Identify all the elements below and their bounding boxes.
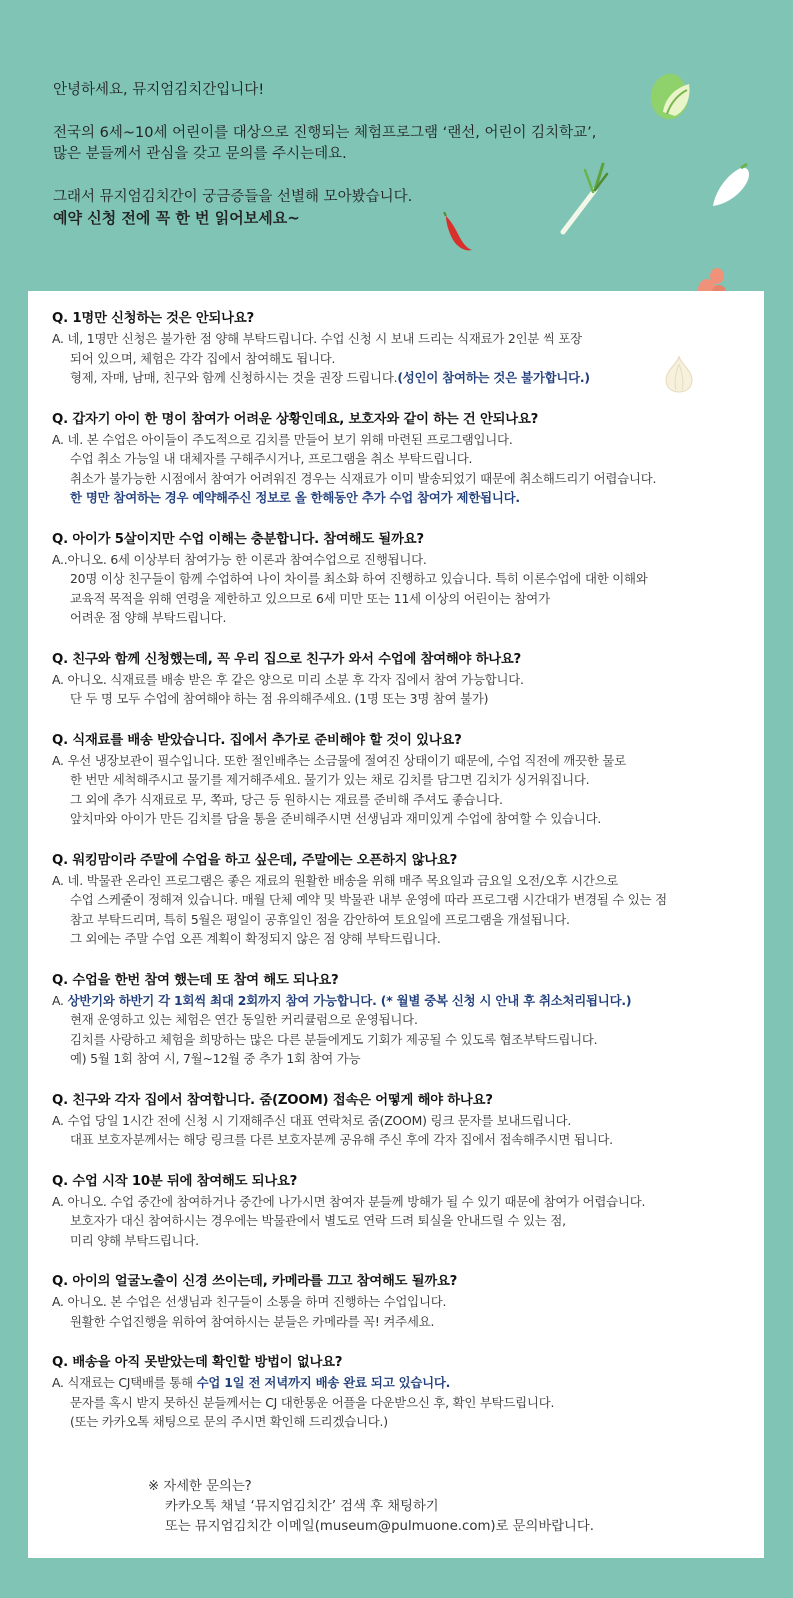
cabbage-icon (645, 68, 695, 122)
answer-line: 한 번만 세척해주시고 물기를 제거해주세요. 물기가 있는 채로 김치를 담그면 김치가 싱거워집니다. (70, 772, 590, 787)
answer-text: 형제, 자매, 남매, 친구와 함께 신청하시는 것을 권장 드립니다. (70, 370, 398, 385)
question: Q. 워킹맘이라 주말에 수업을 하고 싶은데, 주말에는 오픈하지 않나요? (52, 852, 458, 868)
answer-line: A. 아니오. 본 수업은 선생님과 친구들이 소통을 하며 진행하는 수업입니다. (52, 1294, 447, 1309)
answer-line: 어려운 점 양해 부탁드립니다. (70, 610, 227, 625)
answer-line: 원활한 수업진행을 위하여 참여하시는 분들은 카메라를 꼭! 켜주세요. (70, 1313, 435, 1329)
answer-line: 수업 취소 가능일 내 대체자를 구해주시거나, 프로그램을 취소 부탁드립니다. (70, 451, 473, 466)
answer-text: A. (52, 992, 68, 1008)
answer-line: 취소가 불가능한 시점에서 참여가 어려워진 경우는 식재료가 이미 발송되었기 때문에 취소해드리기 어렵습니다. (70, 470, 657, 486)
answer (52, 751, 752, 829)
contact-email[interactable]: 또는 뮤지엄김치간 이메일(museum@pulmuone.com)로 문의바랍니다. (165, 1519, 594, 1534)
question: Q. 갑자기 아이 한 명이 참여가 어려운 상황인데요, 보호자와 같이 하는 건 안되나요? (52, 411, 539, 427)
answer-line: 문자를 혹시 받지 못하신 분들께서는 CJ 대한통운 어플을 다운받으신 후, 확인 부탁드립니다. (70, 1394, 555, 1410)
answer-line: A. 네. 박물관 온라인 프로그램은 좋은 재료의 원활한 배송을 위해 매주 목요일과 금요일 오전/오후 시간으로 (52, 872, 619, 888)
faq-item-3 (52, 530, 752, 628)
intro-line-4: 예약 신청 전에 꼭 한 번 읽어보세요~ (53, 209, 300, 227)
answer (52, 1292, 752, 1331)
faq-item-10 (52, 1272, 752, 1331)
answer-line: A. 수업 당일 1시간 전에 신청 시 기재해주신 대표 연락처로 줌(ZOOM) 링크 문자를 보내드립니다. (52, 1112, 572, 1128)
answer (52, 670, 752, 709)
answer (52, 329, 752, 388)
answer-highlight: 상반기와 하반기 각 1회씩 최대 2회까지 참여 가능합니다. (* 월별 중복 신청 시 안내 후 취소처리됩니다.) (67, 992, 632, 1008)
faq-card (28, 291, 764, 1558)
answer (52, 1373, 752, 1432)
faq-item-5 (52, 731, 752, 829)
faq-item-4 (52, 650, 752, 709)
answer-highlight: 수업 1일 전 저녁까지 배송 완료 되고 있습니다. (196, 1375, 451, 1390)
answer-text: A. 식재료는 CJ택배를 통해 (52, 1375, 197, 1390)
answer-line (52, 1373, 752, 1393)
intro-line-2: 많은 분들께서 관심을 갖고 문의를 주시는데요. (53, 146, 347, 162)
answer-highlight: (성인이 참여하는 것은 불가합니다.) (397, 370, 590, 385)
answer-line: 미리 양해 부탁드립니다. (70, 1232, 199, 1248)
answer (52, 991, 752, 1069)
answer-line: 예) 5월 1회 참여 시, 7월~12월 중 추가 1회 참여 가능 (70, 1051, 361, 1066)
answer (52, 1192, 752, 1251)
faq-item-8 (52, 1091, 752, 1150)
question: Q. 아이의 얼굴노출이 신경 쓰이는데, 카메라를 끄고 참여해도 될까요? (52, 1274, 458, 1289)
question: Q. 식재료를 배송 받았습니다. 집에서 추가로 준비해야 할 것이 있나요? (52, 732, 462, 748)
faq-item-7 (52, 971, 752, 1069)
question: Q. 친구와 함께 신청했는데, 꼭 우리 집으로 친구가 와서 수업에 참여해야 하나요? (52, 651, 522, 667)
faq-item-6 (52, 851, 752, 949)
answer-line: A. 아니오. 식재료를 배송 받은 후 같은 양으로 미리 소분 후 각자 집에서 참여 가능합니다. (52, 671, 524, 687)
intro-paragraph-1 (53, 123, 693, 165)
answer (52, 550, 752, 628)
faq-item-9 (52, 1172, 752, 1251)
answer-line: 그 외에는 주말 수업 오픈 계획이 확정되지 않은 점 양해 부탁드립니다. (70, 931, 441, 946)
question: Q. 배송을 아직 못받았는데 확인할 방법이 없나요? (52, 1355, 343, 1370)
answer-line (52, 991, 752, 1011)
green-onion-icon (555, 160, 610, 240)
answer-line: 보호자가 대신 참여하시는 경우에는 박물관에서 별도로 연락 드려 퇴실을 안내드릴 수 있는 점, (70, 1213, 566, 1228)
answer (52, 1111, 752, 1150)
answer-line: 현재 운영하고 있는 체험은 연간 동일한 커리큘럼으로 운영됩니다. (70, 1012, 418, 1027)
answer-line: 20명 이상 친구들이 함께 수업하여 나이 차이를 최소화 하여 진행하고 있습니다. 특히 이론수업에 대한 이해와 (70, 571, 648, 586)
faq-item-1 (52, 309, 752, 388)
answer-line: 교육적 목적을 위해 연령을 제한하고 있으므로 6세 미만 또는 11세 이상의 어린이는 참여가 (70, 590, 550, 606)
answer-line: 그 외에 추가 식재료로 무, 쪽파, 당근 등 원하시는 재료를 준비해 주셔도 좋습니다. (70, 791, 503, 807)
question: Q. 친구와 각자 집에서 참여합니다. 줌(ZOOM) 접속은 어떻게 해야 하나요? (52, 1092, 493, 1108)
answer-line: A. 우선 냉장보관이 필수입니다. 또한 절인배추는 소금물에 절여진 상태이기 때문에, 수업 직전에 깨끗한 물로 (52, 752, 626, 768)
faq-item-2 (52, 410, 752, 508)
answer-line: A..아니오. 6세 이상부터 참여가능 한 이론과 참여수업으로 진행됩니다. (52, 551, 427, 567)
answer-line: 단 두 명 모두 수업에 참여해야 하는 점 유의해주세요. (1명 또는 3명 참여 불가) (70, 691, 489, 706)
answer-line: 앞치마와 아이가 만든 김치를 담을 통을 준비해주시면 선생님과 재미있게 수업에 참여할 수 있습니다. (70, 811, 602, 826)
answer-line (52, 368, 752, 388)
intro-line-1: 전국의 6세~10세 어린이를 대상으로 진행되는 체험프로그램 ‘랜선, 어린이 김치학교’, (53, 125, 597, 141)
answer-line: 대표 보호자분께서는 해당 링크를 다른 보호자분께 공유해 주신 후에 각자 집에서 접속해주시면 됩니다. (70, 1132, 613, 1147)
answer-highlight: 한 명만 참여하는 경우 예약해주신 정보로 올 한해동안 추가 수업 참여가 제한됩니다. (70, 490, 520, 505)
question: Q. 수업 시작 10분 뒤에 참여해도 되나요? (52, 1173, 298, 1189)
answer-line: (또는 카카오톡 채팅으로 문의 주시면 확인해 드리겠습니다.) (70, 1414, 388, 1429)
question: Q. 수업을 한번 참여 했는데 또 참여 해도 되나요? (52, 972, 339, 988)
answer-line: A. 아니오. 수업 중간에 참여하거나 중간에 나가시면 참여자 분들께 방해가 될 수 있기 때문에 참여가 어렵습니다. (52, 1193, 646, 1209)
answer-line: 참고 부탁드리며, 특히 5월은 평일이 공휴일인 점을 감안하여 토요일에 프로그램을 개설됩니다. (70, 911, 570, 927)
contact-kakao: 카카오톡 채널 ‘뮤지엄김치간’ 검색 후 채팅하기 (165, 1499, 439, 1514)
question: Q. 아이가 5살이지만 수업 이해는 충분합니다. 참여해도 될까요? (52, 531, 424, 547)
answer-line: 수업 스케줄이 정해져 있습니다. 매월 단체 예약 및 박물관 내부 운영에 따라 프로그램 시간대가 변경될 수 있는 점 (70, 892, 667, 907)
answer (52, 430, 752, 508)
answer-line: 김치를 사랑하고 체험을 희망하는 많은 다른 분들에게도 기회가 제공될 수 있도록 협조부탁드립니다. (70, 1031, 598, 1047)
radish-icon (707, 162, 752, 210)
intro-line-3: 그래서 뮤지엄김치간이 궁금증들을 선별해 모아봤습니다. (53, 189, 413, 205)
intro-greeting: 안녕하세요, 뮤지엄김치간입니다! (53, 82, 265, 98)
faq-item-11 (52, 1353, 752, 1432)
answer-line: A. 네, 1명만 신청은 불가한 점 양해 부탁드립니다. 수업 신청 시 보내 드리는 식재료가 2인분 씩 포장 (52, 331, 582, 346)
contact-section (148, 1477, 594, 1537)
answer-line: A. 네. 본 수업은 아이들이 주도적으로 김치를 만들어 보기 위해 마련된 프로그램입니다. (52, 431, 513, 447)
garlic-icon (662, 354, 696, 394)
answer-line: 되어 있으며, 체험은 각각 집에서 참여해도 됩니다. (70, 350, 336, 366)
answer (52, 871, 752, 949)
contact-heading: ※ 자세한 문의는? (148, 1479, 252, 1494)
question: Q. 1명만 신청하는 것은 안되나요? (52, 311, 254, 326)
red-pepper-icon (440, 212, 476, 254)
faq-list (52, 309, 752, 1454)
